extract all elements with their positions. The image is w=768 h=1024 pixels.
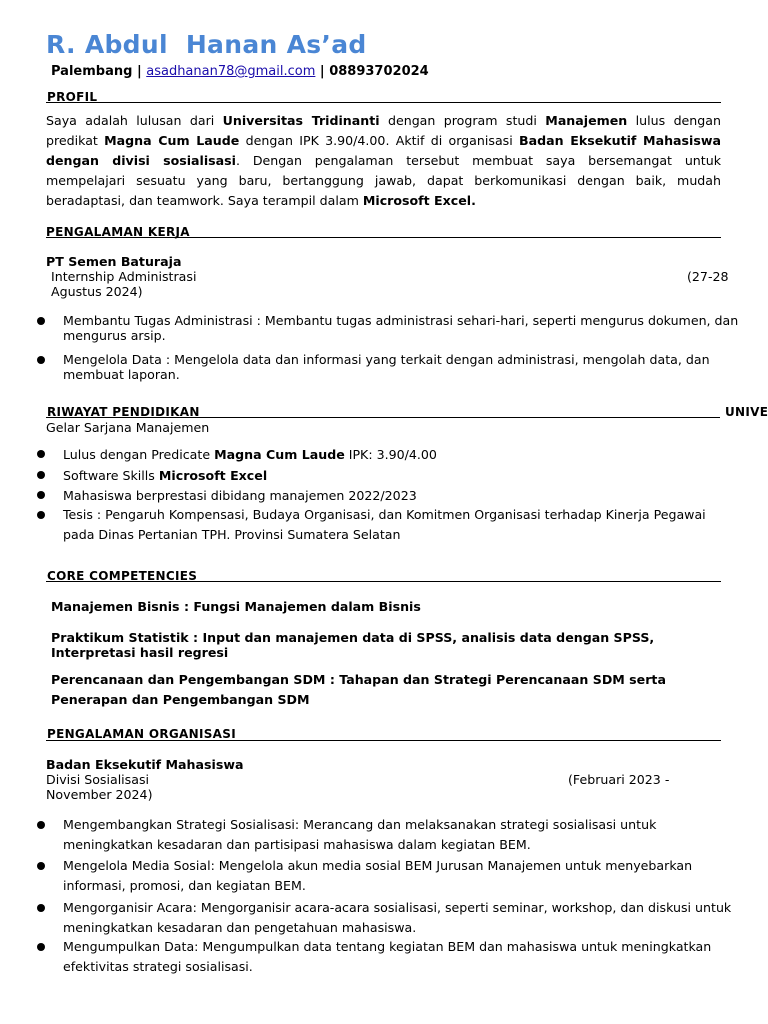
organization-date-start: (Februari 2023 - bbox=[568, 772, 670, 787]
contact-phone: 08893702024 bbox=[329, 64, 429, 79]
bullet-icon bbox=[37, 821, 45, 829]
bullet-icon bbox=[37, 862, 45, 870]
job-date-start: (27-28 bbox=[687, 269, 729, 284]
edu-bullet bbox=[63, 468, 267, 483]
degree-title: Gelar Sarjana Manajemen bbox=[46, 420, 210, 435]
section-rule bbox=[46, 740, 721, 741]
job-role: Internship Administrasi bbox=[51, 269, 197, 284]
edu-bullet bbox=[63, 447, 437, 462]
edu-bullet: Mahasiswa berprestasi dibidang manajemen 2022/2023 bbox=[63, 488, 417, 503]
section-heading-pendidikan: RIWAYAT PENDIDIKAN bbox=[47, 405, 200, 419]
profile-highlight: Magna Cum Laude bbox=[104, 133, 240, 148]
bullet-icon bbox=[37, 511, 45, 519]
section-heading-core: CORE COMPETENCIES bbox=[47, 569, 198, 583]
email-link[interactable]: asadhanan78@gmail.com bbox=[146, 64, 316, 79]
contact-separator: | bbox=[315, 64, 330, 79]
edu-bullet-bold: Microsoft Excel bbox=[158, 468, 268, 483]
bullet-icon bbox=[37, 904, 45, 912]
section-rule bbox=[46, 237, 721, 238]
edu-bullet-text: IPK: 3.90/4.00 bbox=[344, 447, 437, 462]
org-bullet: Mengumpulkan Data: Mengumpulkan data tentang kegiatan BEM dan mahasiswa untuk meningkatkan efektivitas strategi sosialisasi. bbox=[63, 939, 712, 974]
profile-highlight: Badan Eksekutif Mahasiswa dengan divisi sosialisasi bbox=[46, 133, 721, 168]
profile-text: lulus dengan predikat bbox=[46, 113, 721, 148]
contact-line bbox=[51, 64, 429, 79]
competency-item: Perencanaan dan Pengembangan SDM : Tahapan dan Strategi Perencanaan SDM serta Penerapan dan Pengembangan SDM bbox=[51, 672, 666, 707]
profile-highlight: Universitas Tridinanti bbox=[222, 113, 380, 128]
profile-text: dengan program studi bbox=[379, 113, 546, 128]
org-bullet: Mengelola Media Sosial: Mengelola akun media sosial BEM Jurusan Manajemen untuk menyebarkan informasi, promosi, dan kegiatan BEM. bbox=[63, 858, 693, 893]
edu-bullet-text: Lulus dengan Predicate bbox=[63, 447, 215, 462]
bullet-icon bbox=[37, 943, 45, 951]
company-name: PT Semen Baturaja bbox=[46, 254, 182, 269]
edu-bullet: Tesis : Pengaruh Kompensasi, Budaya Organisasi, dan Komitmen Organisasi terhadap Kinerja Pegawai pada Dinas Pertanian TPH. Provinsi Sumatera Selatan bbox=[63, 507, 706, 542]
profile-text: dengan IPK 3.90/4.00. Aktif di organisasi bbox=[239, 133, 519, 148]
job-bullet: Mengelola Data : Mengelola data dan informasi yang terkait dengan administrasi, mengolah data, dan membuat laporan. bbox=[63, 352, 710, 382]
bullet-icon bbox=[37, 317, 45, 325]
profile-highlight: Microsoft Excel. bbox=[362, 193, 476, 208]
edu-bullet-text: Software Skills bbox=[63, 468, 159, 483]
section-heading-profil: PROFIL bbox=[47, 90, 98, 104]
job-date-end: Agustus 2024) bbox=[51, 284, 143, 299]
bullet-icon bbox=[37, 450, 45, 458]
organization-date-end: November 2024) bbox=[46, 787, 153, 802]
organization-role: Divisi Sosialisasi bbox=[46, 772, 150, 787]
section-rule bbox=[46, 102, 721, 103]
profile-text: . Dengan pengalaman tersebut membuat saya bersemangat untuk mempelajari sesuatu yang baru, bertanggung jawab, dapat berkomunikasi dengan baik, mudah beradaptasi, dan teamwork. Saya terampil dalam bbox=[46, 153, 721, 208]
edu-bullet-bold: Magna Cum Laude bbox=[214, 447, 345, 462]
profile-paragraph bbox=[46, 111, 721, 211]
contact-city: Palembang bbox=[51, 64, 133, 79]
section-rule bbox=[46, 581, 721, 582]
competency-item: Praktikum Statistik : Input dan manajemen data di SPSS, analisis data dengan SPSS, Interpretasi hasil regresi bbox=[51, 630, 655, 660]
section-heading-kerja: PENGALAMAN KERJA bbox=[46, 225, 190, 239]
competency-item: Manajemen Bisnis : Fungsi Manajemen dalam Bisnis bbox=[51, 599, 421, 614]
org-bullet: Mengorganisir Acara: Mengorganisir acara-acara sosialisasi, seperti seminar, workshop, dan diskusi untuk meningkatkan kesadaran dan pengetahuan mahasiswa. bbox=[63, 900, 732, 935]
contact-separator: | bbox=[132, 64, 147, 79]
org-bullet: Mengembangkan Strategi Sosialisasi: Merancang dan melaksanakan strategi sosialisasi untuk meningkatkan kesadaran dan partisipasi mahasiswa dalam kegiatan BEM. bbox=[63, 817, 657, 852]
section-heading-organisasi: PENGALAMAN ORGANISASI bbox=[47, 727, 236, 741]
bullet-icon bbox=[37, 491, 45, 499]
profile-highlight: Manajemen bbox=[545, 113, 628, 128]
resume-name: R. Abdul Hanan As’ad bbox=[46, 30, 367, 59]
section-rule bbox=[46, 417, 720, 418]
university-overflow-text: UNIVE bbox=[725, 405, 768, 419]
job-bullet: Membantu Tugas Administrasi : Membantu tugas administrasi sehari-hari, seperti mengurus dokumen, dan mengurus arsip. bbox=[63, 313, 739, 343]
profile-text: Saya adalah lulusan dari bbox=[46, 113, 223, 128]
organization-name: Badan Eksekutif Mahasiswa bbox=[46, 757, 244, 772]
bullet-icon bbox=[37, 356, 45, 364]
bullet-icon bbox=[37, 471, 45, 479]
